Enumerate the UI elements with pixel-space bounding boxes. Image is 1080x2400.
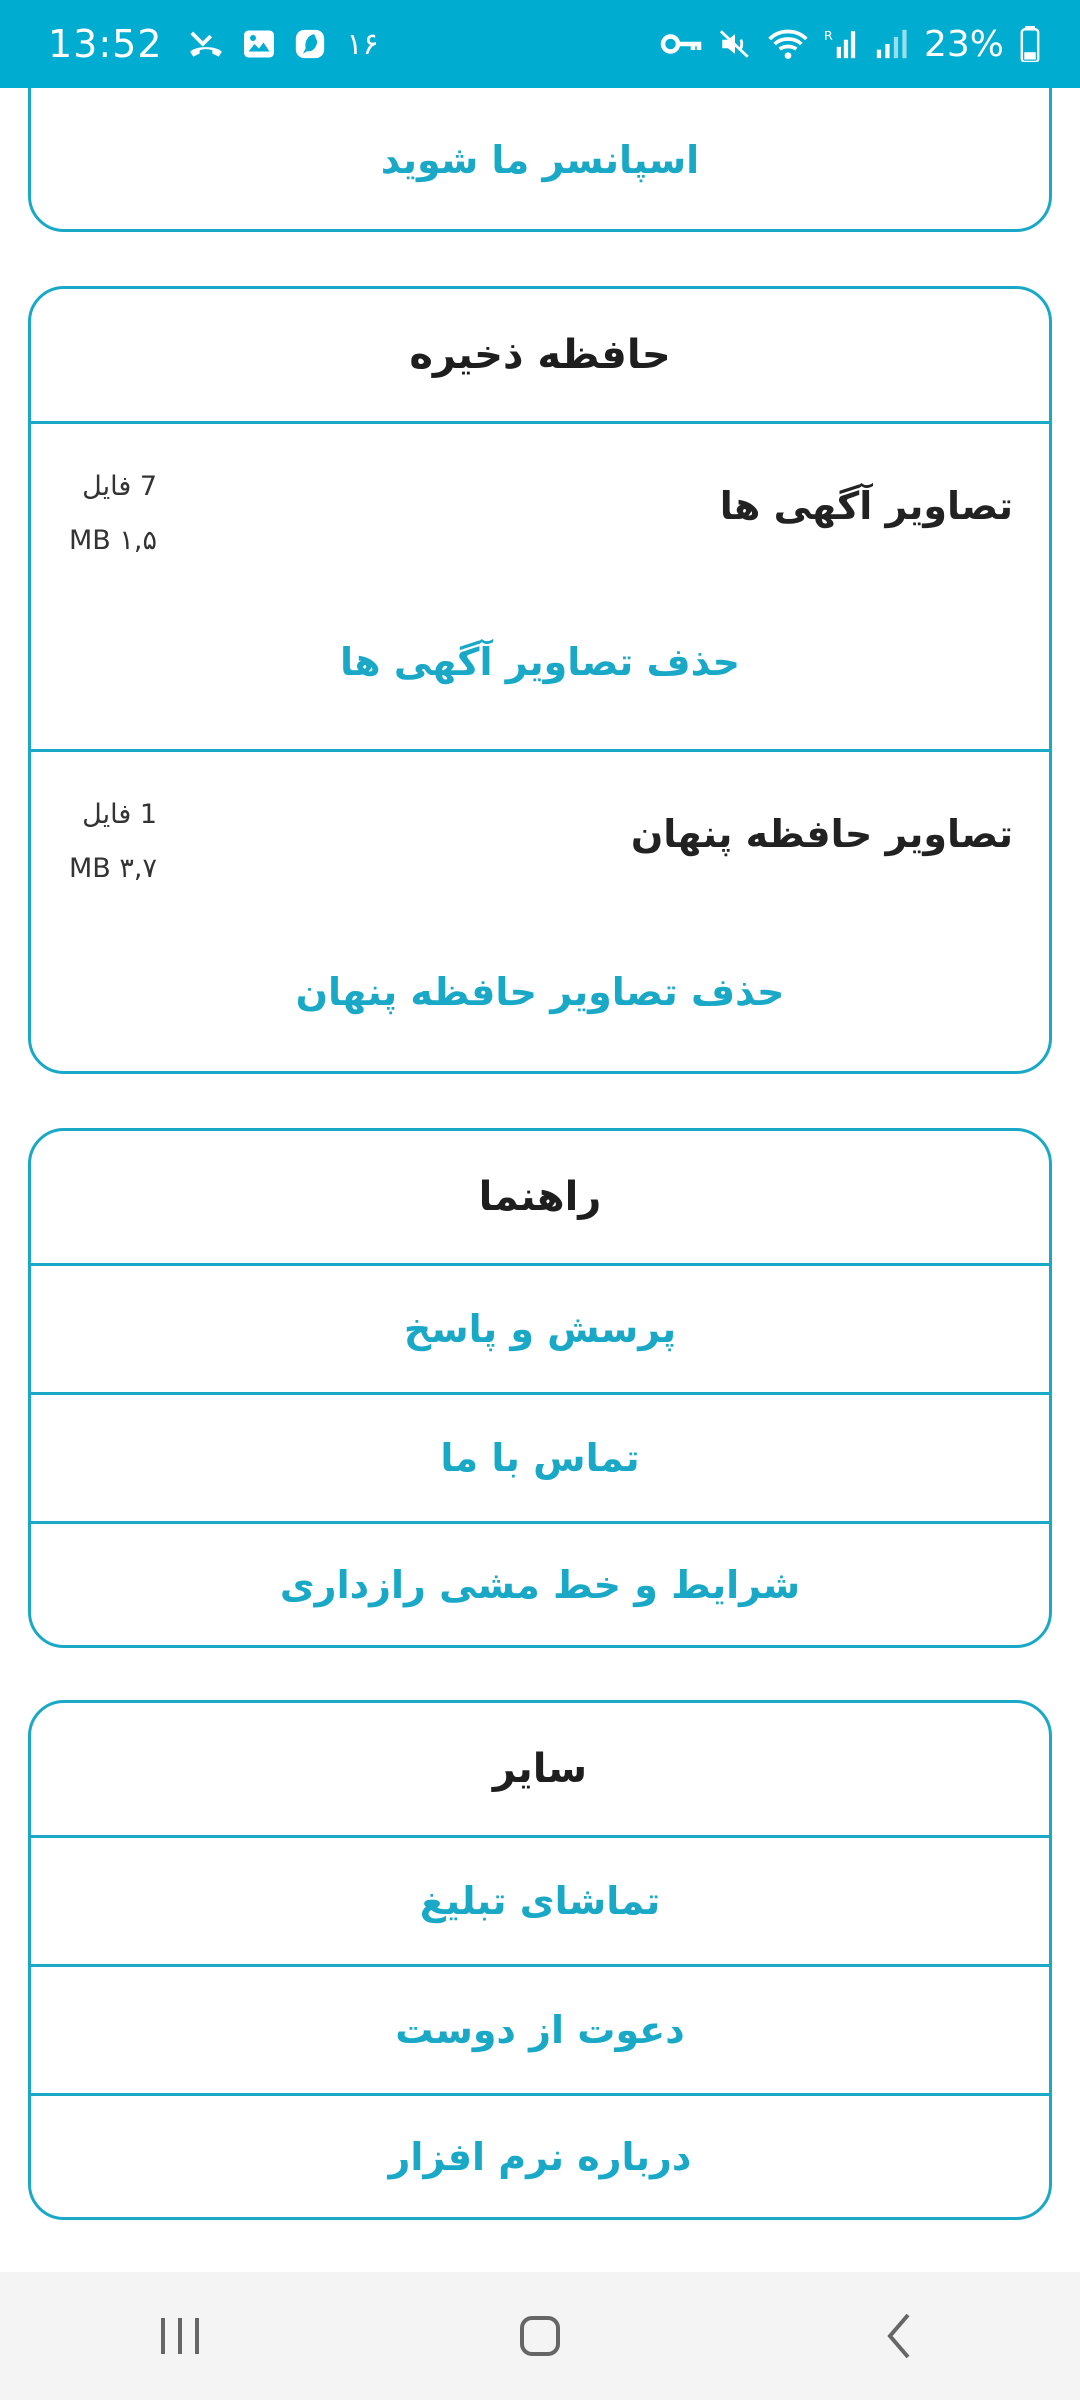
vpn-key-icon [660,24,702,64]
home-button[interactable] [480,2286,600,2386]
storage-item-size: MB ۱,۵ [69,525,157,556]
other-title: سایر [492,1746,588,1792]
recent-apps-button[interactable] [120,2286,240,2386]
storage-title: حافظه ذخیره [409,332,671,378]
notification-count: ۱۶ [346,26,379,62]
storage-header [31,289,1049,421]
battery-percent: 23% [923,23,1004,65]
storage-item-cache-images [31,749,1049,1071]
battery-icon [1020,24,1040,64]
recent-apps-icon [155,2314,205,2358]
about-app-button[interactable] [31,2093,1049,2217]
contact-us-button[interactable] [31,1392,1049,1521]
guide-title: راهنما [478,1174,602,1220]
app-notification-icon [293,24,327,64]
delete-cache-images-button[interactable] [31,970,1049,1014]
signal-icon [874,24,908,64]
settings-content [0,88,1080,2272]
status-left [48,22,379,66]
mute-icon [718,24,752,64]
back-button[interactable] [840,2286,960,2386]
about-app-label: درباره نرم افزار [388,2134,692,2179]
wifi-icon [768,24,808,64]
watch-ad-button[interactable] [31,1835,1049,1964]
privacy-policy-label: شرایط و خط مشی رازداری [279,1562,801,1607]
status-right [660,24,1040,65]
storage-item-size: MB ۳,۷ [69,853,157,884]
gallery-icon [241,24,277,64]
other-card [28,1700,1052,2220]
storage-item-meta [69,788,157,896]
status-time: 13:52 [48,22,163,66]
storage-item-ad-images [31,421,1049,749]
back-icon [880,2311,920,2361]
sponsor-label: اسپانسر ما شوید [380,138,700,182]
missed-call-icon [187,24,225,64]
status-bar [0,0,1080,88]
storage-card [28,286,1052,1074]
signal-roaming-icon [824,24,858,64]
faq-label: پرسش و پاسخ [403,1307,677,1351]
other-header [31,1703,1049,1835]
sponsor-button[interactable] [31,88,1049,229]
storage-item-title: تصاویر آگهی ها [719,484,1013,528]
privacy-policy-button[interactable] [31,1521,1049,1645]
guide-header [31,1131,1049,1263]
watch-ad-label: تماشای تبلیغ [419,1879,661,1923]
invite-friend-button[interactable] [31,1964,1049,2093]
storage-item-meta [69,460,157,568]
storage-item-files: 1 فایل [82,799,157,830]
svg-text:R: R [823,28,833,44]
home-icon [516,2312,564,2360]
guide-card [28,1128,1052,1648]
storage-item-title: تصاویر حافظه پنهان [630,812,1013,856]
faq-button[interactable] [31,1263,1049,1392]
storage-item-files: 7 فایل [82,471,157,502]
navigation-bar [0,2272,1080,2400]
invite-friend-label: دعوت از دوست [395,2008,685,2052]
delete-ad-images-label: حذف تصاویر آگهی ها [340,640,740,684]
sponsor-card [28,88,1052,232]
contact-us-label: تماس با ما [440,1436,640,1480]
delete-ad-images-button[interactable] [31,640,1049,684]
delete-cache-images-label: حذف تصاویر حافظه پنهان [295,970,785,1014]
